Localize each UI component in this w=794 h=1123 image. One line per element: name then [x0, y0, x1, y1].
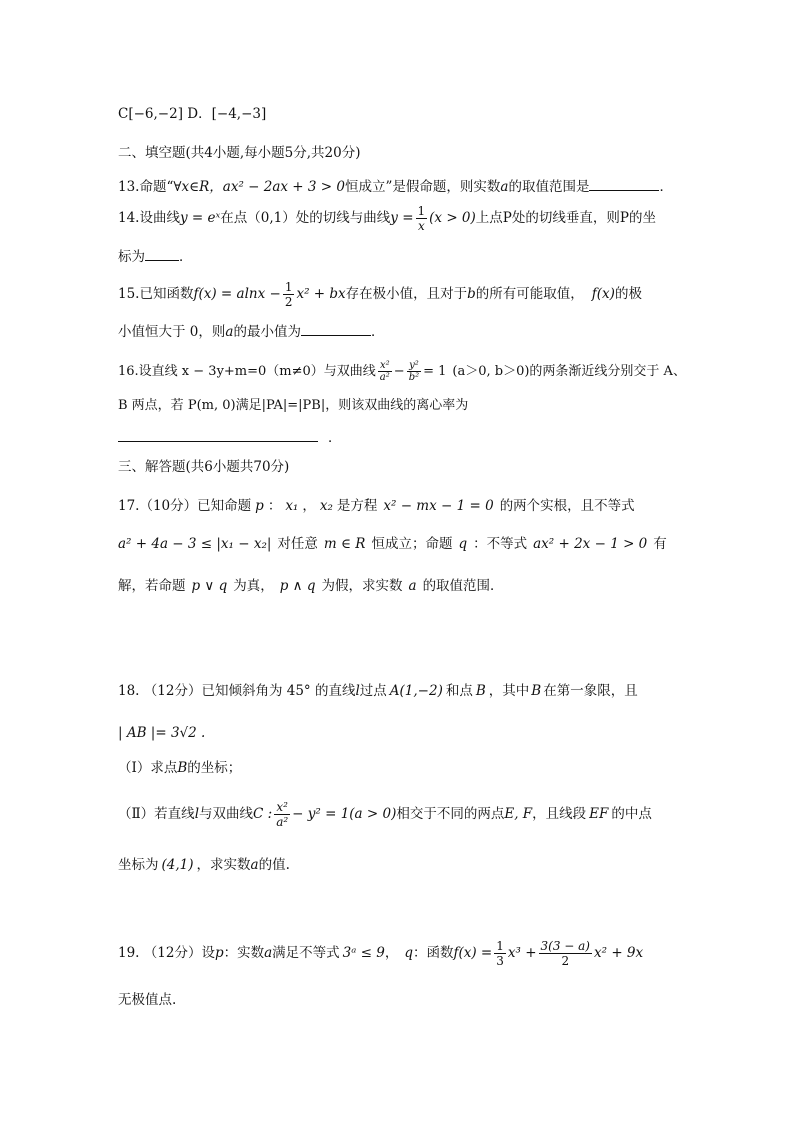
question-18-line2: | AB |= 3√2 .: [118, 725, 206, 741]
q18-l1d: ，其中: [488, 683, 530, 699]
q18-part1: （Ⅰ）求点: [118, 760, 178, 776]
question-17-line2: [118, 534, 676, 554]
question-17-line1: [118, 496, 676, 516]
q19-q: q: [404, 945, 413, 961]
q16-eq: = 1: [423, 364, 447, 379]
q18-part2e: 的中点: [611, 806, 652, 822]
q13-prefix: 13.命题“: [118, 179, 174, 195]
question-18-line1: [118, 681, 676, 701]
q13-math: ∀x∈R，ax² − 2ax + 3 > 0: [173, 179, 345, 195]
q19-frac1: [494, 939, 506, 968]
q18-l1a: 18. （12分）已知倾斜角为 45° 的直线: [118, 683, 356, 699]
q14-end: ．: [179, 249, 193, 265]
q19-l1c: 满足不等式: [272, 945, 340, 961]
q16-hx-num: x²: [378, 360, 392, 372]
q18-B: B: [475, 683, 486, 699]
q17-l2c: ：不等式: [473, 536, 528, 552]
q19-l1b: ：实数: [223, 945, 265, 961]
question-19-line2: 无极值点.: [118, 992, 177, 1008]
q17-q: q: [458, 536, 468, 552]
q19-frac2: [539, 939, 592, 968]
q17-ineq2: ax² + 2x − 1 > 0: [533, 536, 648, 552]
question-17-line3: [118, 576, 676, 596]
q19-l1a: 19. （12分）设: [118, 945, 215, 961]
q13-var: a: [500, 179, 509, 195]
q17-p: p: [255, 498, 264, 514]
q14-mid2: 上点P处的切线垂直，则P的坐: [475, 210, 656, 226]
option-d-label: D．: [187, 106, 212, 122]
q19-ineq: 3ᵃ ≤ 9: [342, 945, 385, 961]
q17-l3d: 的取值范围．: [422, 578, 504, 594]
q16-hx-den: a²: [379, 372, 390, 383]
q16-frac-y: [407, 360, 421, 383]
q16-cond: (a＞0, b＞0)的两条渐近线分别交于 A、: [452, 364, 686, 379]
q18-l5c: 的值.: [258, 857, 290, 873]
q17-l3c: 为假，求实数: [321, 578, 403, 594]
q15-f-lhs: f(x) = alnx −: [193, 286, 281, 302]
q17-x2: x₂: [319, 498, 333, 514]
q18-part2c: 相交于不同的两点: [396, 806, 505, 822]
q16-minus: −: [393, 364, 405, 379]
q19-f1-den: 3: [496, 954, 504, 968]
q13-end: ．: [659, 179, 673, 195]
q18-part1-B: B: [177, 760, 188, 776]
q15-fx: f(x): [591, 286, 615, 302]
q15-frac-num: 1: [284, 280, 293, 294]
option-c-value: [−6,−2]: [128, 106, 183, 122]
q18-EF: E, F: [504, 806, 533, 822]
q14-mid1: 在点（0,1）处的切线与曲线: [220, 210, 391, 226]
q19-f-lhs: f(x) =: [453, 945, 493, 961]
q17-comma: ，: [302, 498, 316, 514]
q17-mR: m ∈ R: [323, 536, 366, 552]
q18-part2b: 与双曲线: [199, 806, 254, 822]
options-cd: [118, 104, 676, 124]
option-d-value: [−4,−3]: [211, 106, 267, 122]
q15-mid: 存在极小值，且对于: [345, 286, 468, 302]
q18-l: l: [355, 683, 360, 699]
q15-end: ．: [370, 324, 385, 340]
q16-hy-den: b²: [408, 372, 420, 383]
q17-colon: ：: [267, 498, 282, 514]
question-18-part2: [118, 799, 676, 829]
question-19-line1: [118, 937, 676, 969]
q19-f1-num: 1: [496, 939, 504, 953]
q18-l1e: 在第一象限，且: [543, 683, 638, 699]
question-14: [118, 204, 676, 233]
option-c-label: C: [118, 106, 129, 122]
q17-por: p ∨ q: [191, 578, 228, 594]
q16-frac-x: [378, 360, 392, 383]
q18-mid: (4,1): [161, 857, 194, 873]
q15-f-rest: x² + bx: [296, 286, 346, 302]
question-15-line2: [118, 321, 676, 342]
q17-l2d: 有: [653, 536, 667, 552]
question-16-line3: [118, 427, 676, 448]
q18-part2a: （Ⅱ）若直线: [118, 806, 195, 822]
q15-mid2: 的所有可能取值，: [475, 286, 584, 302]
q18-EF2: EF: [589, 806, 609, 822]
q19-f2-num: 3(3 − a): [540, 939, 590, 953]
q15-fraction: [283, 280, 295, 309]
q14-fraction: [416, 204, 428, 233]
q18-part2d: ，且线段: [532, 806, 587, 822]
q17-eq: x² − mx − 1 = 0: [383, 498, 494, 514]
q16-hy-num: y²: [407, 360, 421, 372]
q15-var-a: a: [225, 324, 234, 340]
q16-prefix: 16.设直线 x − 3y+m=0（m≠0）与双曲线: [118, 364, 376, 379]
q15-var-b: b: [467, 286, 476, 302]
q14-curve2-cond: (x > 0): [429, 210, 476, 226]
q13-suffix2: 的取值范围是: [508, 179, 590, 195]
q18-A: A(1,−2): [389, 683, 443, 699]
q14-answer-blank: [145, 246, 179, 261]
q17-l1b: 是方程: [336, 498, 378, 514]
section-2-title: 二、填空题(共4小题,每小题5分,共20分): [118, 145, 361, 161]
q18-B2: B: [531, 683, 542, 699]
q15-line2b: 的最小值为: [233, 324, 301, 340]
q19-f1-x: x³ +: [507, 945, 537, 961]
q15-prefix: 15.已知函数: [118, 286, 194, 302]
q18-h-num: x²: [274, 800, 290, 815]
q18-l5b: ，求实数: [196, 857, 251, 873]
q16-end: ．: [328, 430, 342, 446]
q18-l5a: 坐标为: [118, 857, 159, 873]
q17-l3b: 为真，: [233, 578, 274, 594]
q13-answer-blank: [589, 176, 659, 191]
q14-line2: 标为: [118, 249, 145, 265]
q14-prefix: 14.设曲线: [118, 210, 180, 226]
q18-part1-end: 的坐标；: [187, 760, 242, 776]
q18-part2-l: l: [194, 806, 200, 822]
q17-a: a: [408, 578, 417, 594]
question-16: [118, 358, 686, 386]
question-14-line2: [118, 246, 676, 267]
question-15: [118, 280, 676, 309]
q14-frac-num: 1: [417, 204, 426, 218]
q17-l1c: 的两个实根，且不等式: [499, 498, 635, 514]
q16-answer-blank: [118, 427, 318, 442]
section-3-title: 三、解答题(共6小题共70分): [118, 459, 290, 475]
q17-l1a: 17.（10分）已知命题: [118, 498, 252, 514]
q18-a: a: [250, 857, 259, 873]
q14-curve2-lhs: y =: [390, 210, 414, 226]
q14-frac-den: x: [417, 219, 425, 233]
q18-C: C :: [253, 806, 273, 822]
q19-a: a: [264, 945, 273, 961]
q14-curve1: y = eˣ: [179, 210, 221, 226]
q15-frac-den: 2: [284, 295, 293, 309]
q19-f2-den: 2: [561, 954, 570, 968]
question-13: [118, 176, 676, 197]
q18-hyperbola-frac: [274, 800, 290, 829]
q15-line2: 小值恒大于 0，则: [118, 324, 226, 340]
q15-answer-blank: [301, 321, 371, 336]
q18-h-rest: − y² = 1(a > 0): [292, 806, 397, 822]
q19-l1e: ：函数: [412, 945, 454, 961]
q15-mid3: 的极: [614, 286, 642, 302]
q13-suffix: 恒成立”是假命题，则实数: [344, 179, 501, 195]
q19-l1d: ，: [384, 945, 399, 961]
q17-x1: x₁: [285, 498, 299, 514]
q17-l3a: 解，若命题: [118, 578, 186, 594]
q18-l1c: 和点: [445, 683, 473, 699]
q18-h-den: a²: [276, 815, 289, 829]
q19-f2-x: x² + 9x: [594, 945, 644, 961]
question-18-part1: [118, 758, 676, 778]
question-18-line5: [118, 855, 676, 875]
q17-pand: p ∧ q: [279, 578, 316, 594]
q17-l2b: 恒成立；命题: [371, 536, 453, 552]
q17-l2a: 对任意: [277, 536, 318, 552]
q18-l1b: 过点: [359, 683, 387, 699]
q17-ineq: a² + 4a − 3 ≤ |x₁ − x₂|: [118, 536, 272, 552]
q19-p: p: [214, 945, 224, 961]
question-16-line2: B 两点，若 P(m, 0)满足|PA|=|PB|，则该双曲线的离心率为: [118, 398, 469, 413]
